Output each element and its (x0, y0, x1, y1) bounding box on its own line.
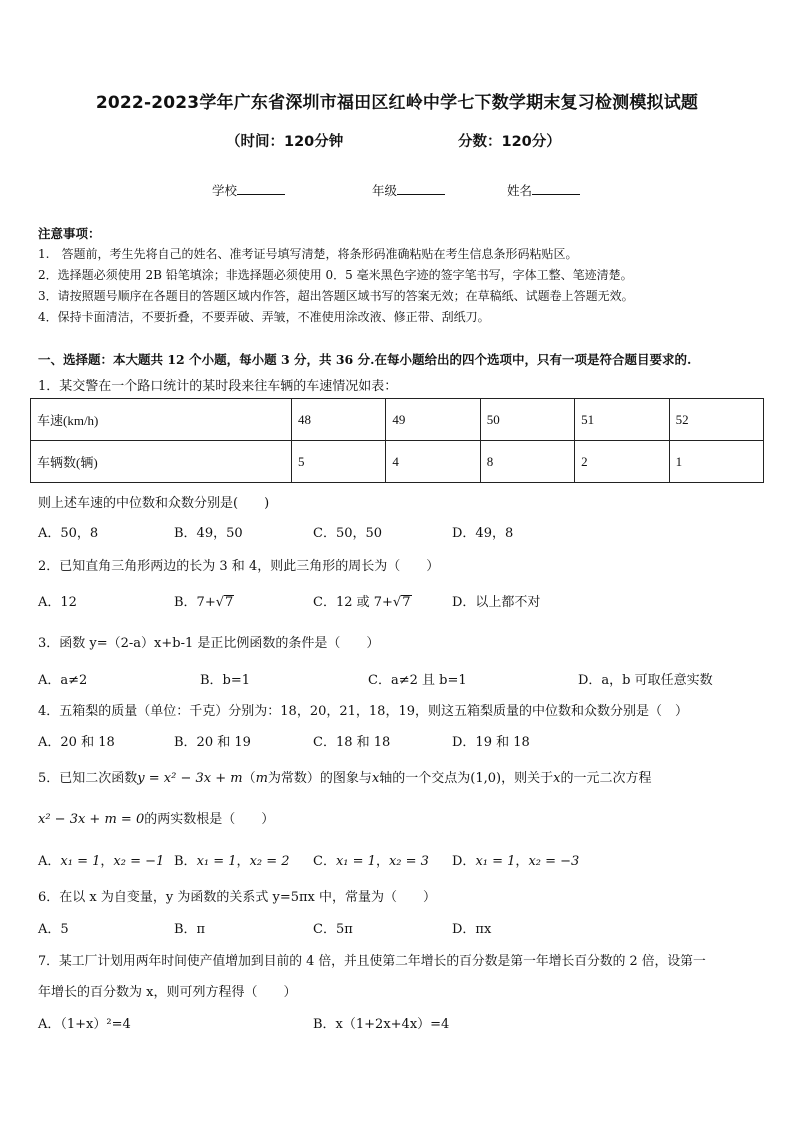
q6-stem: 6．在以 x 为自变量，y 为函数的关系式 y=5πx 中，常量为（ ） (38, 890, 436, 905)
note-item: 4．保持卡面清洁，不要折叠，不要弄破、弄皱，不准使用涂改液、修正带、刮纸刀。 (38, 310, 490, 324)
table-cell: 2 (575, 441, 669, 483)
exam-score: 分数：120分） (458, 134, 561, 150)
q1-option-a: A．50，8 (38, 526, 99, 541)
root-1: x₁ = 1 (475, 854, 516, 869)
q5-function: y = x² − 3x + m (137, 771, 243, 786)
table-cell: 8 (480, 441, 574, 483)
root-1: x₁ = 1 (60, 854, 101, 869)
q2-option-c-prefix: C．12 或 7+ (313, 595, 393, 610)
q4-option-d: D．19 和 18 (452, 735, 530, 750)
q4-option-a: A．20 和 18 (38, 735, 115, 750)
q5-text: （ (242, 771, 256, 786)
root-2: x₂ = −1 (113, 854, 165, 869)
q5-text: 5．已知二次函数 (38, 771, 138, 786)
q6-option-b: B．π (174, 922, 206, 937)
q2-option-a: A．12 (38, 595, 77, 610)
q4-stem: 4．五箱梨的质量（单位：千克）分别为：18，20，21，18，19，则这五箱梨质量的中位数和众数分别是（ ） (38, 704, 688, 719)
school-field (212, 181, 285, 199)
q4-option-c: C．18 和 18 (313, 735, 391, 750)
q5-stem (38, 767, 652, 786)
sqrt-radicand: 7 (225, 595, 234, 610)
root-1: x₁ = 1 (335, 854, 376, 869)
speed-table (30, 398, 764, 483)
q3-option-c: C．a≠2 且 b=1 (368, 673, 467, 688)
name-label: 姓名 (507, 183, 533, 198)
q3-stem: 3．函数 y=（2-a）x+b-1 是正比例函数的条件是（ ） (38, 636, 380, 651)
q5-option-b: B．x₁ = 1，x₂ = 2 (174, 854, 290, 869)
exam-time: （时间：120分钟 (226, 134, 344, 150)
q5-var-m: m (255, 771, 268, 786)
q5-text: 的两实数根是（ ） (144, 812, 275, 827)
q5-text: 的一元二次方程 (560, 771, 652, 786)
table-cell: 车速(km/h) (31, 399, 292, 441)
table-cell: 51 (575, 399, 669, 441)
grade-label: 年级 (372, 183, 398, 198)
section-heading: 一、选择题：本大题共 12 个小题，每小题 3 分，共 36 分.在每小题给出的四个选项中，只有一项是符合题目要求的. (38, 352, 692, 367)
q5-var-x: x (553, 771, 561, 786)
table-row (31, 399, 764, 441)
table-cell: 1 (669, 441, 763, 483)
q1-option-c: C．50，50 (313, 526, 383, 541)
q6-option-a: A．5 (38, 922, 69, 937)
grade-blank (397, 182, 445, 195)
table-cell: 车辆数(辆) (31, 441, 292, 483)
q5-text: 为常数）的图象与 (267, 771, 372, 786)
notes-heading: 注意事项： (38, 226, 101, 241)
table-cell: 48 (292, 399, 386, 441)
q7-option-b: B．x（1+2x+4x）=4 (313, 1017, 450, 1032)
q2-option-b: B．7+√7 (174, 595, 234, 610)
q5-option-a: A．x₁ = 1，x₂ = −1 (38, 854, 165, 869)
root-1: x₁ = 1 (196, 854, 237, 869)
q5-text: 轴的一个交点为 (379, 771, 471, 786)
option-label: A． (38, 854, 61, 869)
root-2: x₂ = 2 (249, 854, 290, 869)
q6-option-c: C．5π (313, 922, 353, 937)
root-2: x₂ = 3 (388, 854, 429, 869)
q7-stem-line2: 年增长的百分数为 x，则可列方程得（ ） (38, 985, 297, 1000)
school-label: 学校 (212, 183, 238, 198)
q5-option-c: C．x₁ = 1，x₂ = 3 (313, 854, 429, 869)
q5-var-x: x (371, 771, 380, 786)
name-field (507, 181, 580, 199)
option-label: B． (174, 854, 197, 869)
q5-option-d: D．x₁ = 1，x₂ = −3 (452, 854, 580, 869)
option-label: C． (313, 854, 336, 869)
table-cell: 49 (386, 399, 480, 441)
note-item: 3．请按照题号顺序在各题目的答题区域内作答，超出答题区域书写的答案无效；在草稿纸、试题卷上答题无效。 (38, 289, 634, 303)
q1-stem: 1．某交警在一个路口统计的某时段来往车辆的车速情况如表： (38, 379, 398, 394)
root-2: x₂ = −3 (528, 854, 580, 869)
school-blank (237, 182, 285, 195)
table-cell: 52 (669, 399, 763, 441)
q2-option-c: C．12 或 7+√7 (313, 595, 411, 610)
q7-option-a: A．（1+x）²=4 (38, 1017, 131, 1032)
note-item: 2．选择题必须使用 2B 铅笔填涂；非选择题必须使用 0．5 毫米黑色字迹的签字笔书写，字体工整、笔迹清楚。 (38, 268, 633, 282)
exam-title: 2022-2023学年广东省深圳市福田区红岭中学七下数学期末复习检测模拟试题 (95, 93, 699, 113)
table-cell: 4 (386, 441, 480, 483)
q5-stem-line2 (38, 808, 274, 827)
sqrt-radicand: 7 (402, 595, 411, 610)
q4-option-b: B．20 和 19 (174, 735, 251, 750)
note-item: 1. 答题前，考生先将自己的姓名、准考证号填写清楚，将条形码准确粘贴在考生信息条形码粘贴区。 (38, 247, 578, 261)
q3-option-b: B．b=1 (200, 673, 251, 688)
q5-text: ，则关于 (501, 771, 554, 786)
q2-option-d: D．以上都不对 (452, 595, 541, 610)
q5-equation: x² − 3x + m = 0 (38, 812, 145, 827)
q2-option-b-prefix: B．7+ (174, 595, 216, 610)
q3-option-a: A．a≠2 (38, 673, 88, 688)
table-cell: 50 (480, 399, 574, 441)
q3-option-d: D．a，b 可取任意实数 (578, 673, 713, 688)
name-blank (532, 182, 580, 195)
grade-field (372, 181, 445, 199)
table-row (31, 441, 764, 483)
q1-tail: 则上述车速的中位数和众数分别是( ) (38, 496, 270, 511)
q1-option-b: B．49，50 (174, 526, 243, 541)
option-label: D． (452, 854, 476, 869)
q1-option-d: D．49，8 (452, 526, 514, 541)
table-cell: 5 (292, 441, 386, 483)
q6-option-d: D．πx (452, 922, 492, 937)
q2-stem: 2．已知直角三角形两边的长为 3 和 4，则此三角形的周长为（ ） (38, 559, 440, 574)
q5-point: (1,0) (470, 771, 502, 786)
q7-stem-line1: 7．某工厂计划用两年时间使产值增加到目前的 4 倍，并且使第二年增长的百分数是第一年增长百分数的 2 倍，设第一 (38, 954, 706, 969)
